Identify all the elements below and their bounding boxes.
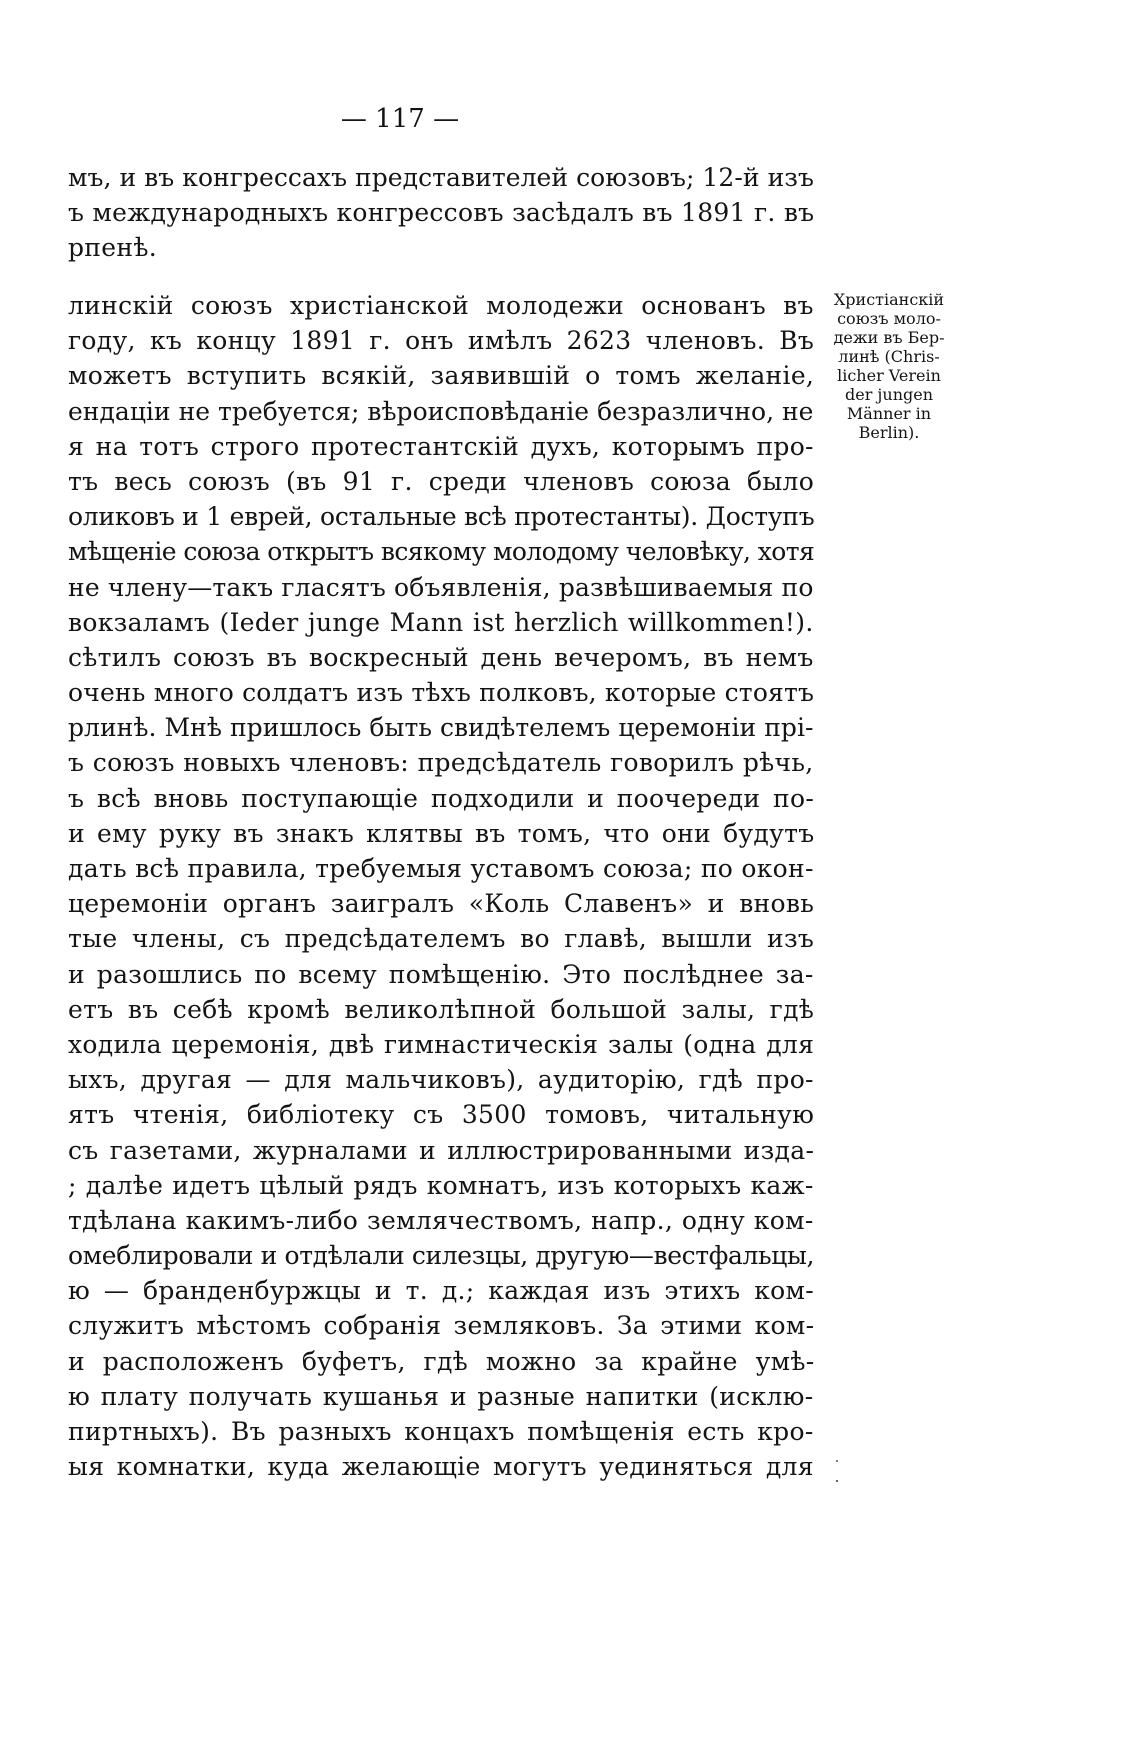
text-line: омеблировали и отдѣлали силезцы, другую—вестфальцы, — [68, 1241, 814, 1271]
text-line: служитъ мѣстомъ собранія земляковъ. За этими ком- — [68, 1311, 814, 1341]
text-line: ; далѣе идетъ цѣлый рядъ комнатъ, изъ которыхъ каж- — [68, 1170, 814, 1200]
text-line: ъ международныхъ конгрессовъ засѣдалъ въ 1891 г. въ — [68, 198, 814, 228]
text-line: рлинѣ. Мнѣ пришлось быть свидѣтелемъ церемоніи прі- — [68, 713, 814, 743]
margin-note-line: Berlin). — [858, 423, 920, 442]
text-line: ъ всѣ вновь поступающіе подходили и поочереди по- — [68, 783, 814, 813]
text-line: сѣтилъ союзъ въ воскресный день вечеромъ, въ немъ — [68, 642, 814, 672]
paragraph-2 — [68, 288, 814, 1484]
print-speck — [836, 1480, 838, 1482]
text-line: ю плату получать кушанья и разные напитки (исклю- — [68, 1381, 814, 1411]
text-line: я на тотъ строго протестантскій духъ, которымъ про- — [68, 431, 814, 461]
text-line: съ газетами, журналами и иллюстрированными изда- — [68, 1135, 814, 1165]
text-line: рпенѣ. — [68, 233, 157, 263]
margin-note-line: Männer in — [846, 404, 932, 423]
text-line: тъ весь союзъ (въ 91 г. среди членовъ союза было — [68, 466, 814, 496]
text-line: етъ въ себѣ кромѣ великолѣпной большой залы, гдѣ — [68, 994, 814, 1024]
text-line: ендаціи не требуется; вѣроисповѣданіе безразлично, не — [68, 396, 814, 426]
text-line: пиртныхъ). Въ разныхъ концахъ помѣщенія есть кро- — [68, 1417, 814, 1446]
text-line: ходила церемонія, двѣ гимнастическія залы (одна для — [68, 1029, 814, 1059]
text-line: ыхъ, другая — для мальчиковъ), аудиторію, гдѣ про- — [68, 1065, 814, 1095]
text-line: ю — бранденбуржцы и т. д.; каждая изъ этихъ ком- — [68, 1276, 814, 1306]
page-number: — 117 — — [340, 104, 460, 134]
text-line: дать всѣ правила, требуемыя уставомъ союза; по окон- — [68, 854, 814, 883]
margin-note-line: дежи въ Бер- — [833, 328, 945, 347]
text-line: ыя комнатки, куда желающіе могутъ уединяться для — [68, 1452, 814, 1482]
text-line: можетъ вступить всякій, заявившій о томъ желаніе, — [68, 361, 814, 391]
margin-note-line: союзъ моло- — [837, 309, 941, 328]
text-line: тдѣлана какимъ-либо землячествомъ, напр., одну ком- — [68, 1205, 814, 1235]
margin-note-line: линѣ (Chris- — [838, 347, 940, 366]
margin-note — [816, 290, 962, 442]
text-line: тые члены, съ предсѣдателемъ во главѣ, вышли изъ — [68, 924, 814, 954]
text-line: и ему руку въ знакъ клятвы въ томъ, что они будутъ — [68, 818, 814, 848]
text-line: церемоніи органъ заигралъ «Коль Славенъ» и вновь — [68, 889, 814, 919]
text-line: очень много солдатъ изъ тѣхъ полковъ, которые стоятъ — [68, 678, 814, 708]
text-line: оликовъ и 1 еврей, остальные всѣ протестанты). Доступъ — [68, 502, 814, 532]
margin-note-line: licher Verein — [837, 366, 941, 385]
text-line: ъ союзъ новыхъ членовъ: предсѣдатель говорилъ рѣчь, — [68, 748, 814, 778]
print-speck — [836, 1460, 838, 1462]
text-line: и разошлись по всему помѣщенію. Это послѣднее за- — [68, 959, 814, 989]
text-line: ятъ чтенія, библіотеку съ 3500 томовъ, читальную — [68, 1100, 814, 1130]
text-line: вокзаламъ (Ieder junge Mann ist herzlich willkommen!). — [68, 607, 814, 637]
text-line: году, къ концу 1891 г. онъ имѣлъ 2623 членовъ. Въ — [68, 326, 814, 356]
text-line: и расположенъ буфетъ, гдѣ можно за крайне умѣ- — [68, 1346, 814, 1376]
paragraph-1 — [68, 160, 814, 266]
text-line: мъ, и въ конгрессахъ представителей союзовъ; 12-й изъ — [68, 163, 814, 192]
text-line: не члену—такъ гласятъ объявленія, развѣшиваемыя по — [68, 572, 814, 602]
margin-note-line: der jungen — [844, 385, 934, 404]
text-line: мѣщеніе союза открытъ всякому молодому человѣку, хотя — [68, 537, 814, 567]
text-line: линскій союзъ христіанской молодежи основанъ въ — [68, 291, 814, 320]
margin-note-line: Христіанскій — [833, 290, 945, 309]
